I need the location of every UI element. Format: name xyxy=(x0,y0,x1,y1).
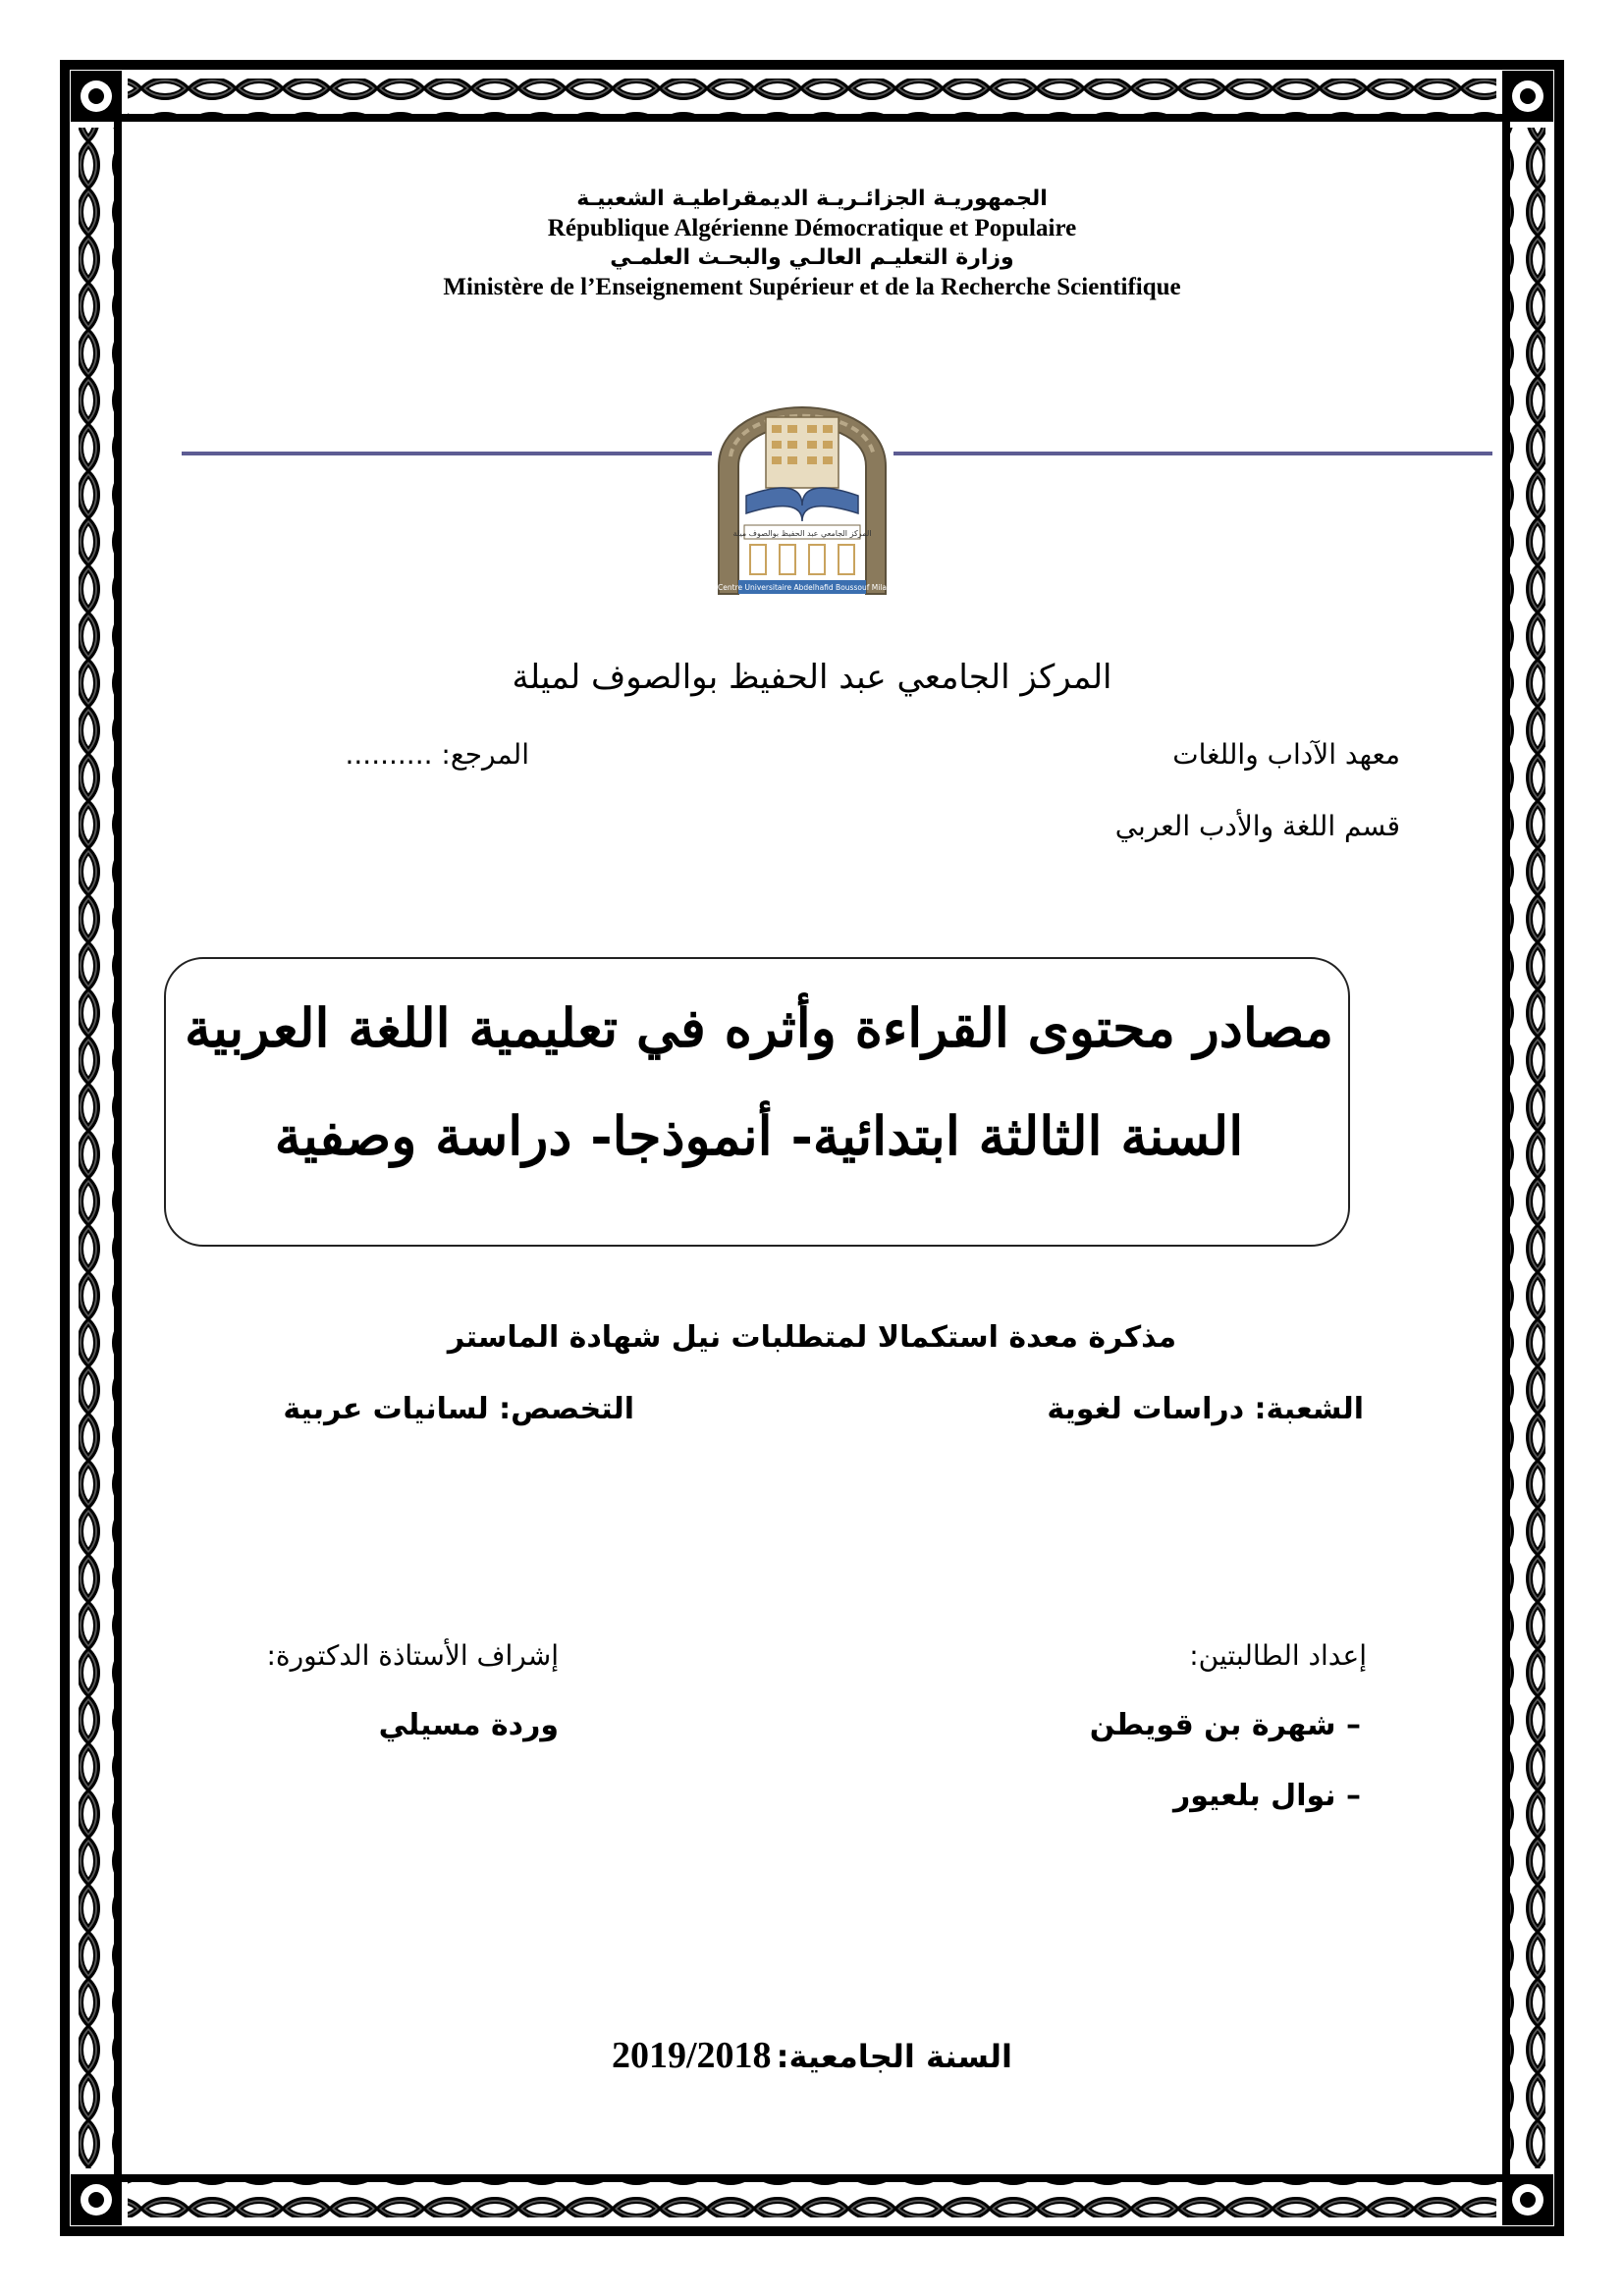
academic-year-label: السنة الجامعية: xyxy=(776,2038,1012,2075)
supervisor-name: وردة مسيلي xyxy=(378,1708,559,1742)
university-logo xyxy=(709,348,895,599)
header xyxy=(0,185,1624,302)
republic-french: République Algérienne Démocratique et Populaire xyxy=(547,215,1077,241)
logo-inner-text: المركز الجامعي عبد الحفيظ بوالصوف ميلة xyxy=(732,529,872,538)
corner-ornament xyxy=(1502,2174,1553,2225)
logo-caption: Centre Universitaire Abdelhafid Boussouf Mila xyxy=(718,583,887,592)
reference-field: المرجع: .......... xyxy=(345,738,529,771)
institute-name: معهد الآداب واللغات xyxy=(1172,738,1400,771)
academic-year xyxy=(0,2034,1624,2077)
student-name-1: – شهرة بن قويطن xyxy=(1089,1708,1361,1742)
corner-ornament xyxy=(71,2174,122,2225)
branch: الشعبة: دراسات لغوية xyxy=(1047,1392,1364,1426)
specialty: التخصص: لسانيات عربية xyxy=(283,1392,634,1426)
ministry-arabic: وزارة التعليـم العالـي والبحـث العلمـي xyxy=(610,245,1014,270)
student-name-2: – نوال بلعيور xyxy=(1172,1779,1361,1813)
corner-ornament xyxy=(71,71,122,122)
students-label: إعداد الطالبتين: xyxy=(1189,1639,1367,1672)
supervisor-label: إشراف الأستاذة الدكتورة: xyxy=(266,1639,559,1672)
thesis-title-line-2: السنة الثالثة ابتدائية- أنموذجا- دراسة وصفية xyxy=(274,1104,1244,1167)
thesis-title-box xyxy=(164,957,1350,1247)
divider-left xyxy=(182,452,712,455)
thesis-purpose: مذكرة معدة استكمالا لمتطلبات نيل شهادة الماستر xyxy=(447,1320,1177,1355)
academic-year-value: 2019/2018 xyxy=(611,2035,772,2076)
department-name: قسم اللغة والأدب العربي xyxy=(1114,810,1400,842)
thesis-title-line-1: مصادر محتوى القراءة وأثره في تعليمية اللغة العربية xyxy=(184,996,1334,1059)
corner-ornament xyxy=(1502,71,1553,122)
republic-arabic: الجمهوريـة الجزائـريـة الديمقراطيـة الشعبيـة xyxy=(576,187,1048,211)
divider-right xyxy=(893,452,1492,455)
ministry-french: Ministère de l’Enseignement Supérieur et de la Recherche Scientifique xyxy=(443,274,1181,300)
university-name: المركز الجامعي عبد الحفيظ بوالصوف لميلة xyxy=(512,658,1112,697)
